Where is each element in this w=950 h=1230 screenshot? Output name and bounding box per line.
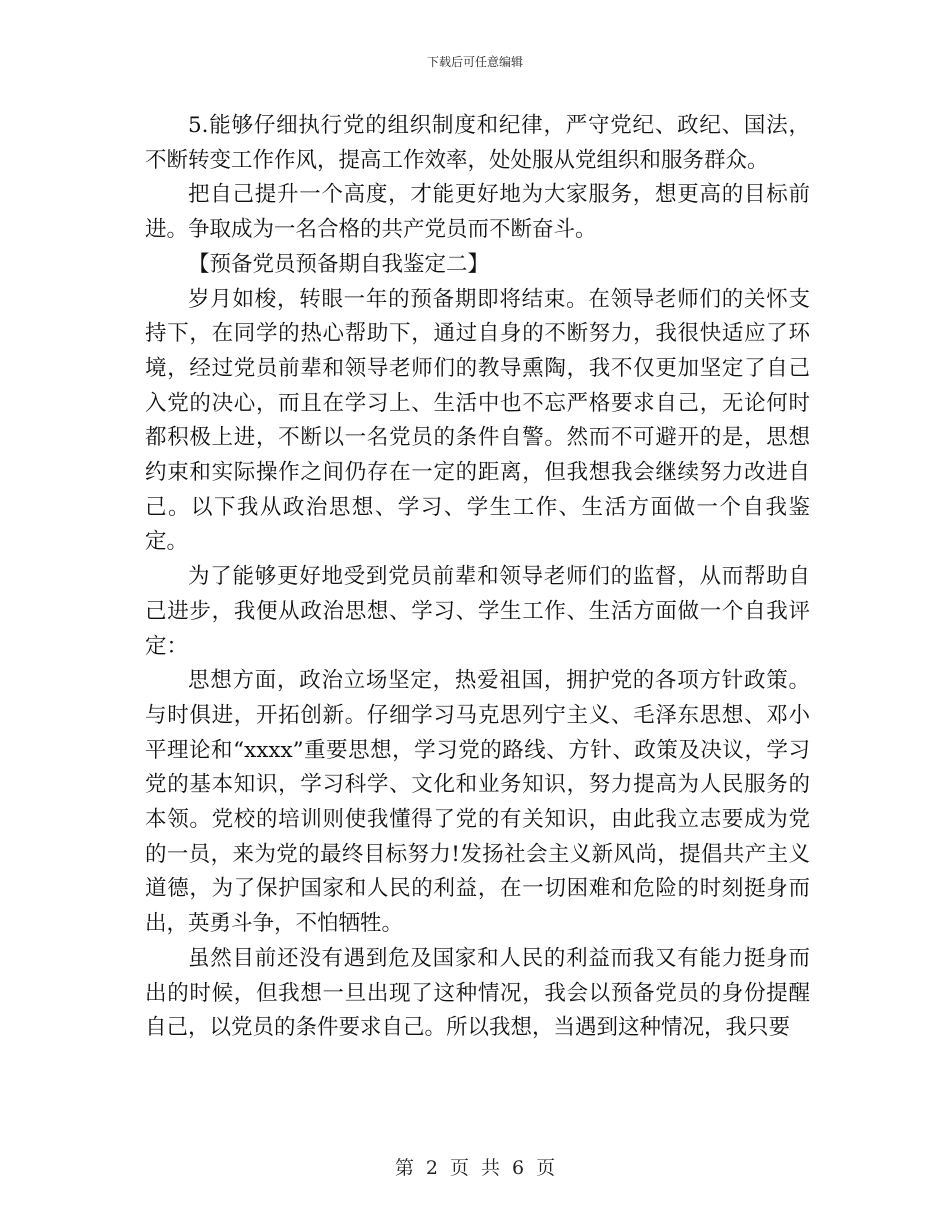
paragraph-intro: 岁月如梭，转眼一年的预备期即将结束。在领导老师们的关怀支持下，在同学的热心帮助下，通过自身的不断努力，我很快适应了环境，经过党员前辈和领导老师们的教导熏陶，我不仅更加坚定了自己入党的决心，而且在学习上、生活中也不忘严格要求自己，无论何时都积极上进，不断以一名党员的条件自警。然而不可避开的是，思想约束和实际操作之间仍存在一定的距离，但我想我会继续努力改进自己。以下我从政治思想、学习、学生工作、生活方面做一个自我鉴定。: [145, 286, 810, 555]
paragraph-aspiration: 把自己提升一个高度，才能更好地为大家服务，想更高的目标前进。争取成为一名合格的共产党员而不断奋斗。: [145, 182, 810, 243]
page-number: 第 2 页 共 6 页: [394, 1157, 556, 1179]
paragraph-purpose: 为了能够更好地受到党员前辈和领导老师们的监督，从而帮助自己进步，我便从政治思想、学习、学生工作、生活方面做一个自我评定：: [145, 564, 810, 659]
paragraph-item-5: 5.能够仔细执行党的组织制度和纪律，严守党纪、政纪、国法，不断转变工作作风，提高工作效率，处处服从党组织和服务群众。: [145, 113, 810, 173]
document-body: [145, 109, 810, 1046]
paragraph-readiness: 虽然目前还没有遇到危及国家和人民的利益而我又有能力挺身而出的时候，但我想一旦出现了这种情况，我会以预备党员的身份提醒自己，以党员的条件要求自己。所以我想，当遇到这种情况，我只要: [145, 945, 810, 1041]
paragraph-ideology: 思想方面，政治立场坚定，热爱祖国，拥护党的各项方针政策。与时俱进，开拓创新。仔细学习马克思列宁主义、毛泽东思想、邓小平理论和“xxxx”重要思想，学习党的路线、方针、政策及决议，学习党的基本知识，学习科学、文化和业务知识，努力提高为人民服务的本领。党校的培训则使我懂得了党的有关知识，由此我立志要成为党的一员，来为党的最终目标努力!发扬社会主义新风尚，提倡共产主义道德，为了保护国家和人民的利益，在一切困难和危险的时刻挺身而出，英勇斗争，不怕牺牲。: [145, 668, 810, 937]
section-heading: 【预备党员预备期自我鉴定二】: [188, 251, 490, 277]
page-header-note: 下载后可任意编辑: [426, 55, 523, 69]
